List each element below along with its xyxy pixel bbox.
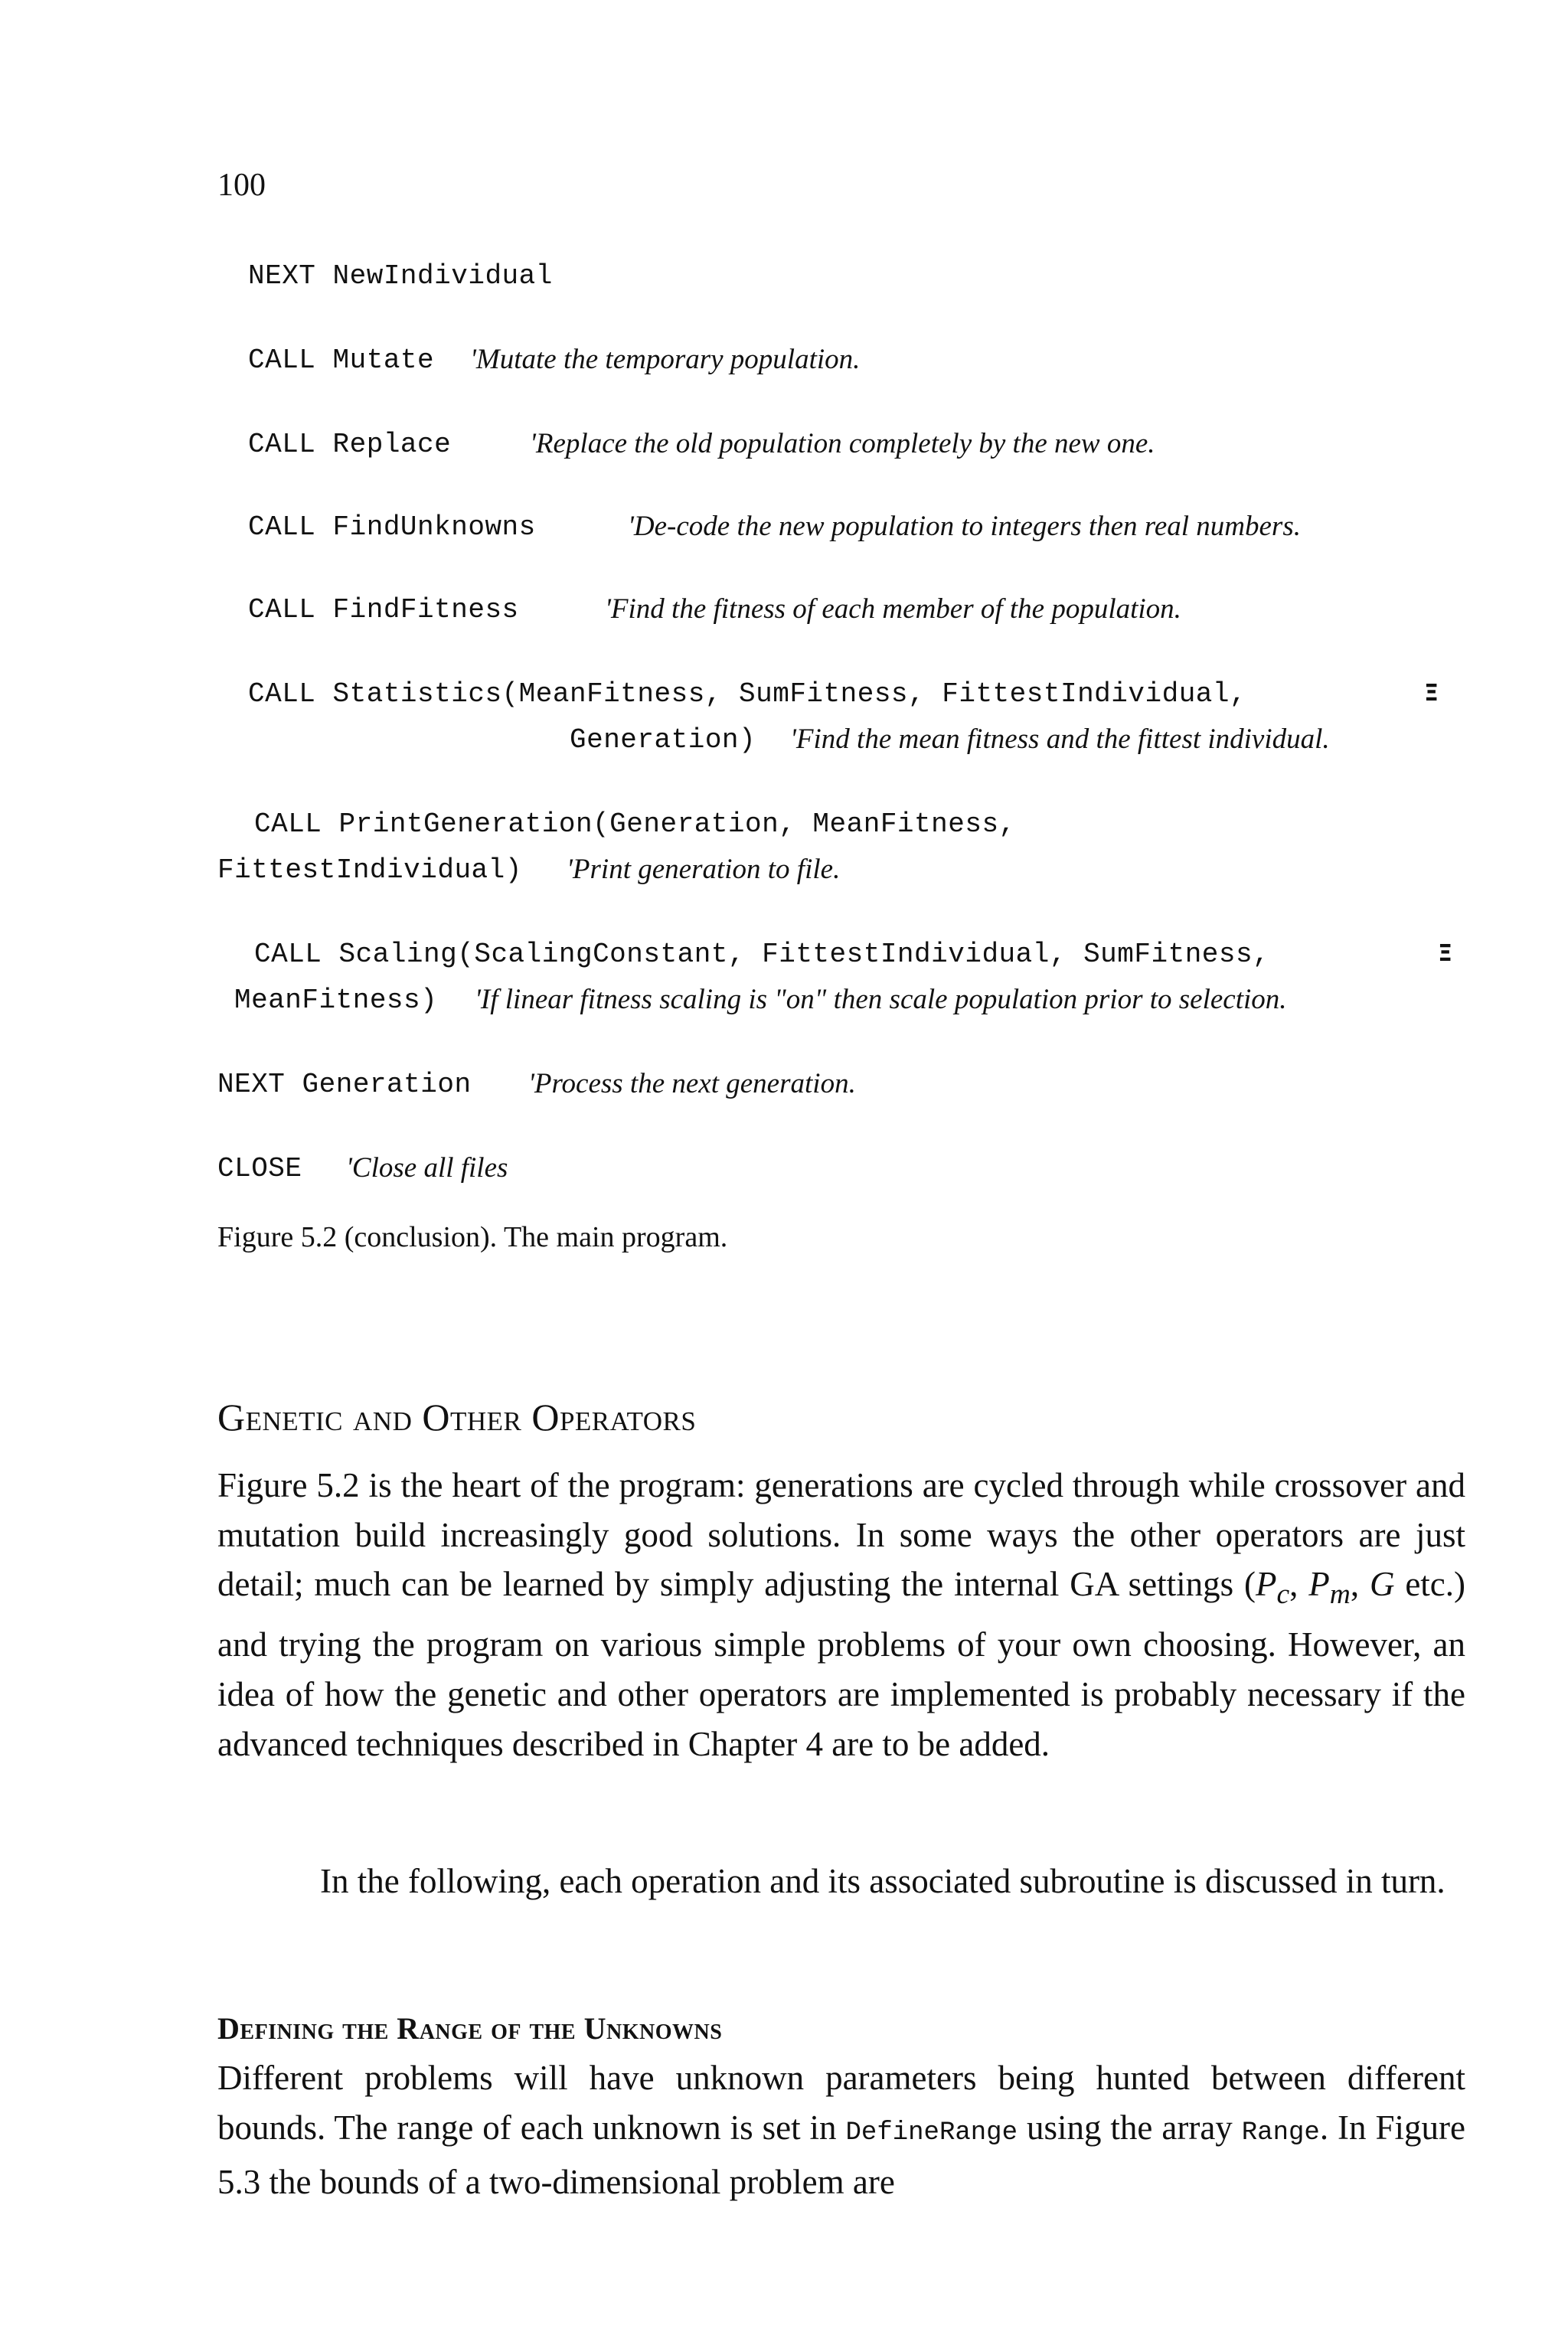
code-comment-replace: 'Replace the old population completely by the new one. (530, 428, 1155, 459)
figure-caption: Figure 5.2 (conclusion). The main program. (217, 1221, 728, 1253)
code-line-next-newindividual: NEXT NewIndividual (248, 260, 553, 292)
code-line-meanfitness-arg: MeanFitness) (234, 985, 438, 1016)
code-line-close: CLOSE (217, 1153, 302, 1184)
code-comment-statistics: 'Find the mean fitness and the fittest individual. (790, 723, 1330, 755)
code-comment-printgeneration: 'Print generation to file. (567, 854, 841, 885)
code-comment-scaling: 'If linear fitness scaling is "on" then scale population prior to selection. (475, 984, 1287, 1015)
code-line-generation-arg: Generation) (570, 724, 756, 756)
line-continuation-mark: Ξ (1424, 680, 1439, 707)
code-comment-findunknowns: 'De-code the new population to integers then real numbers. (628, 511, 1301, 542)
code-comment-close: 'Close all files (346, 1152, 508, 1184)
code-line-call-scaling: CALL Scaling(ScalingConstant, FittestIndividual, SumFitness, (254, 939, 1270, 970)
body-paragraph: Figure 5.2 is the heart of the program: generations are cycled through while crossover and mutation build increasingly good solutions. In some ways the other operators are just detail; much can be learned by simply adjusting the internal GA settings ($P_c$, $P_m$, G etc.) and trying the program on various simple problems of your own choosing. However, an idea of how the genetic and other operators are implemented is probably necessary if the advanced techniques described in Chapter 4 are to be added. (217, 1466, 1466, 1763)
code-line-call-replace: CALL Replace (248, 429, 452, 460)
body-paragraph: Different problems will have unknown parameters being hunted between different bounds. The range of each unknown is set in DefineRange using the array Range. In Figure 5.3 the bounds of a two-dimensional problem are (217, 2059, 1465, 2202)
inline-code: DefineRange (845, 2118, 1018, 2147)
code-line-call-mutate: CALL Mutate (248, 345, 435, 376)
code-comment-findfitness: 'Find the fitness of each member of the population. (605, 593, 1181, 625)
inline-code: Range (1241, 2118, 1320, 2147)
body-paragraph: In the following, each operation and its associated subroutine is discussed in turn. (320, 1862, 1446, 1900)
code-comment-next-generation: 'Process the next generation. (528, 1068, 856, 1099)
code-line-call-printgeneration: CALL PrintGeneration(Generation, MeanFitness, (254, 808, 1016, 840)
code-line-call-statistics: CALL Statistics(MeanFitness, SumFitness, FittestIndividual, (248, 678, 1247, 710)
page-number: 100 (217, 168, 266, 203)
code-line-next-generation: NEXT Generation (217, 1069, 472, 1100)
section-heading: Genetic and Other Operators (217, 1396, 697, 1439)
subsection-heading: Defining the Range of the Unknowns (217, 2011, 723, 2046)
line-continuation-mark: Ξ (1438, 940, 1452, 967)
code-line-call-findfitness: CALL FindFitness (248, 594, 519, 625)
code-line-fittestindividual-arg: FittestIndividual) (217, 854, 522, 886)
code-comment-mutate: 'Mutate the temporary population. (470, 344, 861, 375)
code-line-call-findunknowns: CALL FindUnknowns (248, 511, 536, 543)
